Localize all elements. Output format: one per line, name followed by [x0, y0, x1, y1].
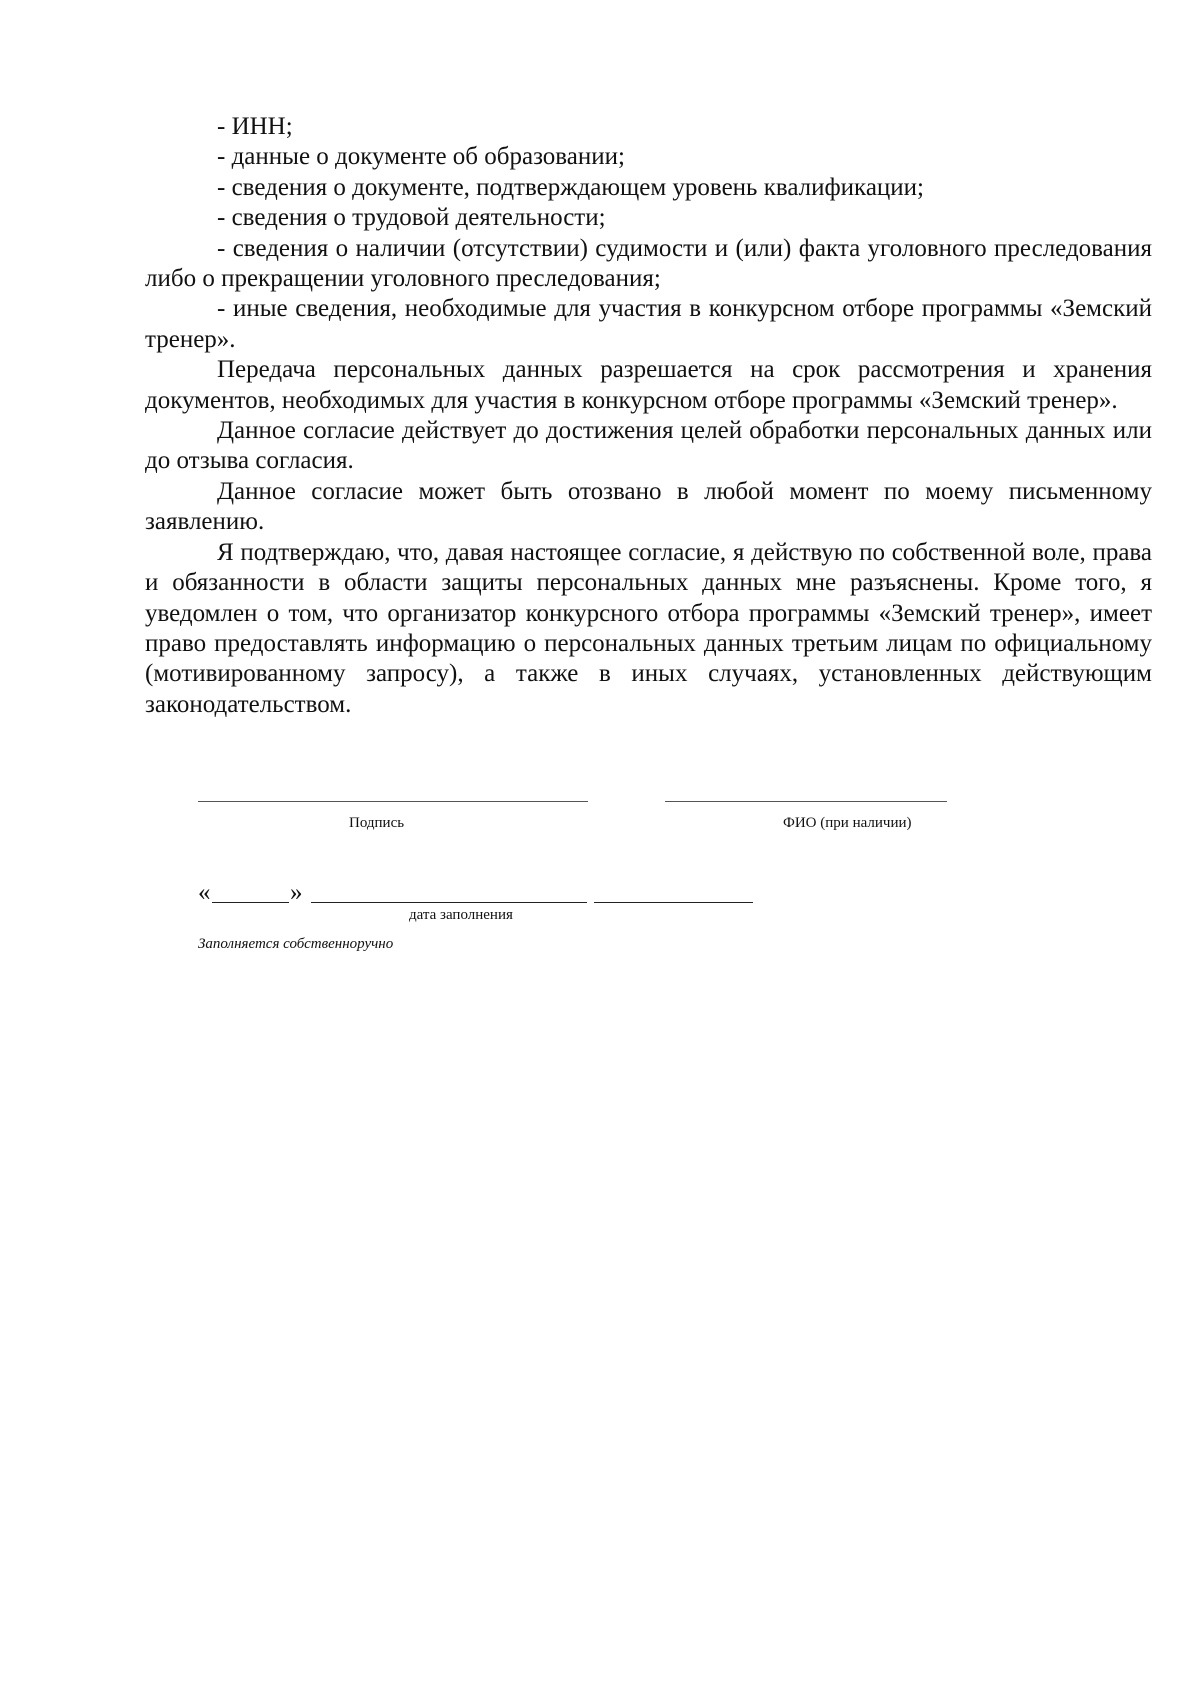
- day-close-quote: »: [290, 879, 303, 906]
- paragraph-criminal-record: - сведения о наличии (отсутствии) судимости и (или) факта уголовного преследования либо о прекращении уголовного преследования;: [145, 234, 1152, 293]
- day-open-quote: «: [198, 879, 211, 906]
- day-line[interactable]: [212, 902, 289, 903]
- signature-line[interactable]: [198, 801, 588, 802]
- paragraph-work-activity: - сведения о трудовой деятельности;: [217, 204, 606, 232]
- handwritten-note: Заполняется собственноручно: [198, 936, 394, 952]
- paragraph-education-document: - данные о документе об образовании;: [217, 143, 625, 171]
- paragraph-confirmation: Я подтверждаю, что, давая настоящее согласие, я действую по собственной воле, права и обязанности в области защиты персональных данных мне разъяснены. Кроме того, я уведомлен о том, что организатор конкурсного отбора программы «Земский тренер», имеет право предоставлять информацию о персональных данных третьим лицам по официальному (мотивированному запросу), а также в иных случаях, установленных действующим законодательством.: [145, 538, 1152, 718]
- year-line[interactable]: [594, 902, 753, 903]
- paragraph-qualification-document: - сведения о документе, подтверждающем уровень квалификации;: [217, 173, 925, 201]
- consent-body-text: [145, 112, 1152, 720]
- paragraph-transfer-term: Передача персональных данных разрешается на срок рассмотрения и хранения документов, необходимых для участия в конкурсном отборе программы «Земский тренер».: [145, 356, 1152, 414]
- full-name-line[interactable]: [665, 801, 947, 802]
- paragraph-consent-revocation: Данное согласие может быть отозвано в любой момент по моему письменному заявлению.: [145, 477, 1152, 536]
- date-label: дата заполнения: [409, 907, 513, 923]
- month-line[interactable]: [311, 902, 587, 903]
- paragraph-inn: - ИНН;: [217, 113, 293, 140]
- paragraph-consent-validity: Данное согласие действует до достижения целей обработки персональных данных или до отзыва согласия.: [145, 417, 1152, 475]
- paragraph-other-info: - иные сведения, необходимые для участия в конкурсном отборе программы «Земский тренер».: [145, 295, 1152, 353]
- full-name-label: ФИО (при наличии): [783, 815, 912, 831]
- signature-label: Подпись: [349, 815, 405, 831]
